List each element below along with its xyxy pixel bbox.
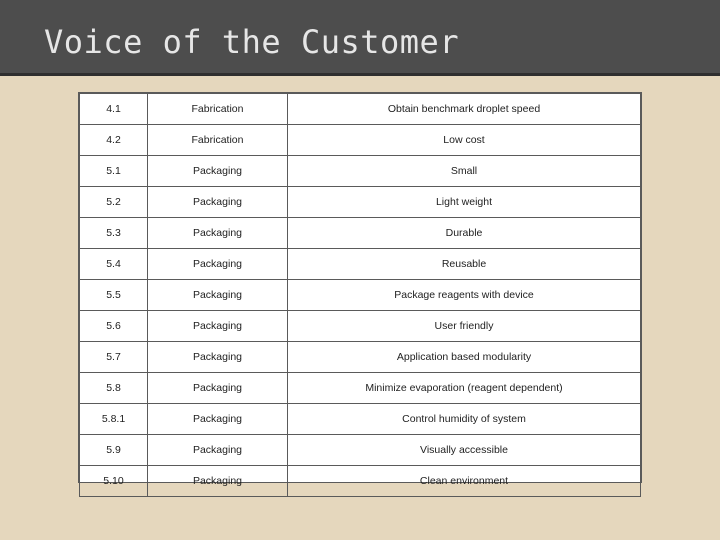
row-id-cell: 5.4 — [80, 249, 148, 280]
row-category-cell: Packaging — [148, 156, 288, 187]
row-category-cell: Packaging — [148, 435, 288, 466]
row-id-cell: 4.1 — [80, 94, 148, 125]
row-id-cell: 5.1 — [80, 156, 148, 187]
row-category-cell: Packaging — [148, 311, 288, 342]
table-row — [80, 373, 641, 404]
row-category-cell: Packaging — [148, 218, 288, 249]
table-row — [80, 249, 641, 280]
row-category-cell: Packaging — [148, 187, 288, 218]
table-row — [80, 435, 641, 466]
row-id-cell: 5.7 — [80, 342, 148, 373]
row-id-cell: 5.8 — [80, 373, 148, 404]
row-requirement-cell: User friendly — [288, 311, 641, 342]
row-id-cell: 5.5 — [80, 280, 148, 311]
row-requirement-cell: Reusable — [288, 249, 641, 280]
table-row — [80, 342, 641, 373]
row-category-cell: Fabrication — [148, 125, 288, 156]
table-row — [80, 218, 641, 249]
table-row — [80, 187, 641, 218]
row-category-cell: Packaging — [148, 249, 288, 280]
table-row — [80, 280, 641, 311]
row-id-cell: 5.10 — [80, 466, 148, 497]
row-id-cell: 5.6 — [80, 311, 148, 342]
row-requirement-cell: Obtain benchmark droplet speed — [288, 94, 641, 125]
table-row — [80, 311, 641, 342]
row-requirement-cell: Minimize evaporation (reagent dependent) — [288, 373, 641, 404]
row-requirement-cell: Light weight — [288, 187, 641, 218]
row-requirement-cell: Small — [288, 156, 641, 187]
row-requirement-cell: Application based modularity — [288, 342, 641, 373]
row-requirement-cell: Clean environment — [288, 466, 641, 497]
table-row — [80, 156, 641, 187]
row-requirement-cell: Visually accessible — [288, 435, 641, 466]
row-requirement-cell: Package reagents with device — [288, 280, 641, 311]
row-requirement-cell: Low cost — [288, 125, 641, 156]
row-requirement-cell: Durable — [288, 218, 641, 249]
row-category-cell: Packaging — [148, 373, 288, 404]
table-row — [80, 466, 641, 497]
row-category-cell: Fabrication — [148, 94, 288, 125]
row-category-cell: Packaging — [148, 342, 288, 373]
row-id-cell: 5.8.1 — [80, 404, 148, 435]
row-id-cell: 4.2 — [80, 125, 148, 156]
slide-title: Voice of the Customer — [44, 23, 460, 61]
table-body — [80, 94, 641, 497]
table-row — [80, 125, 641, 156]
row-id-cell: 5.2 — [80, 187, 148, 218]
requirements-table-container — [78, 92, 642, 487]
row-category-cell: Packaging — [148, 466, 288, 497]
table-row — [80, 404, 641, 435]
row-id-cell: 5.9 — [80, 435, 148, 466]
row-category-cell: Packaging — [148, 404, 288, 435]
table-row — [80, 94, 641, 125]
title-bar — [0, 0, 720, 76]
row-id-cell: 5.3 — [80, 218, 148, 249]
row-category-cell: Packaging — [148, 280, 288, 311]
row-requirement-cell: Control humidity of system — [288, 404, 641, 435]
requirements-table — [79, 93, 641, 497]
